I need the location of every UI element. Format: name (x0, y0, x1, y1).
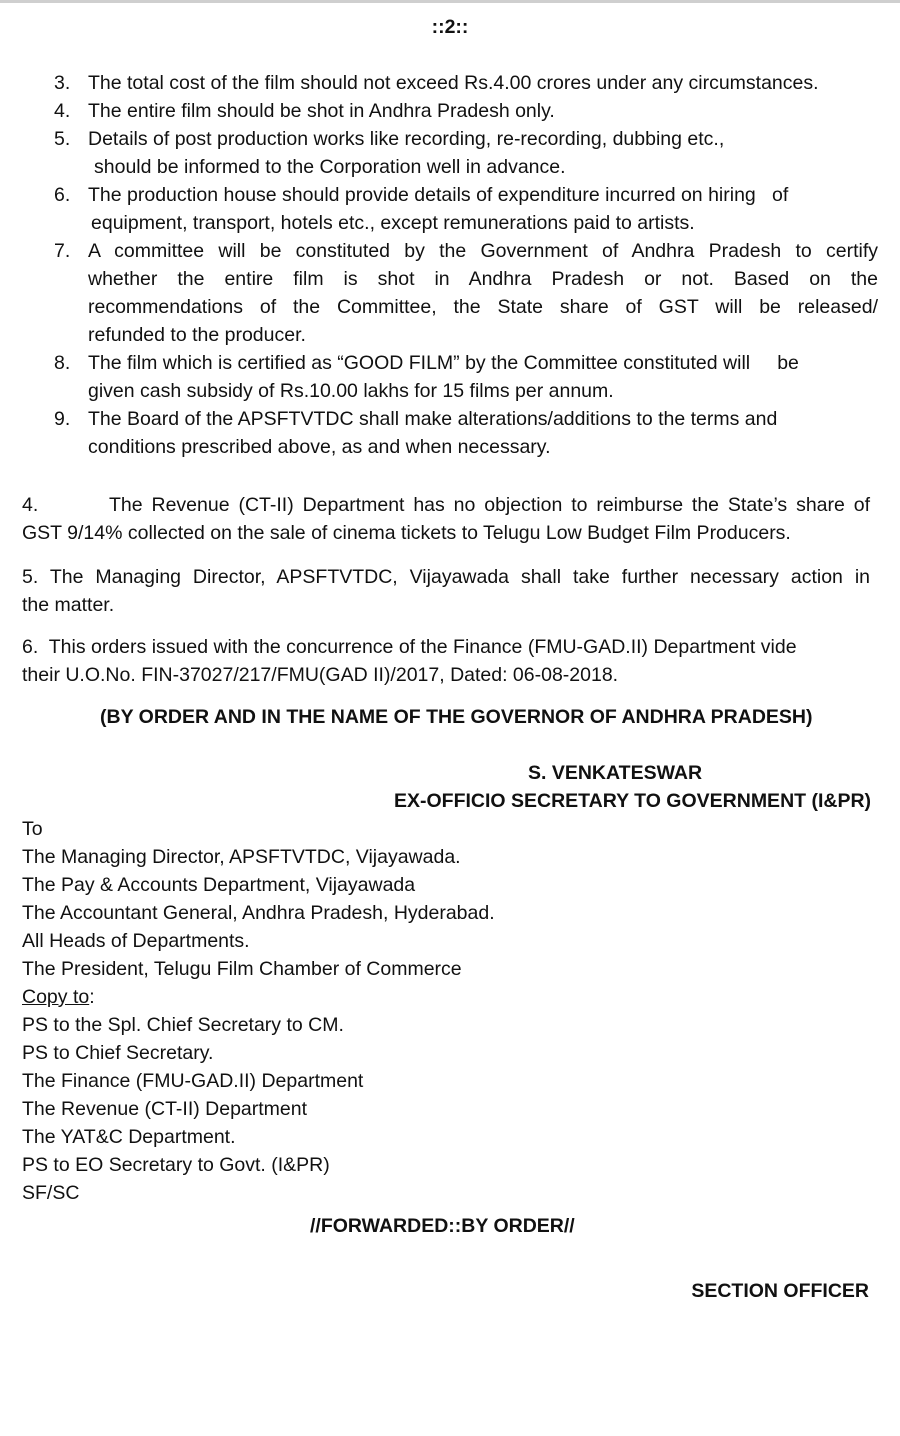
top-border (0, 0, 900, 3)
copy-recipient-item: SF/SC (22, 1182, 80, 1204)
condition-number: 7. (54, 240, 71, 262)
copy-recipient-item: The YAT&C Department. (22, 1126, 236, 1148)
copy-recipient-item: PS to EO Secretary to Govt. (I&PR) (22, 1154, 330, 1176)
to-label: To (22, 818, 43, 840)
condition-line: The total cost of the film should not exceed Rs.4.00 crores under any circumstances. (88, 72, 819, 94)
condition-line: A committee will be constituted by the Government of Andhra Pradesh to certify (88, 240, 878, 262)
section-officer: SECTION OFFICER (691, 1280, 869, 1302)
condition-line: given cash subsidy of Rs.10.00 lakhs for 15 films per annum. (88, 380, 614, 402)
recipient-item: The Pay & Accounts Department, Vijayawada (22, 874, 416, 896)
copy-recipient-item: PS to Chief Secretary. (22, 1042, 214, 1064)
recipient-item: All Heads of Departments. (22, 930, 250, 952)
forwarded-line: //FORWARDED::BY ORDER// (310, 1215, 575, 1237)
order-line: (BY ORDER AND IN THE NAME OF THE GOVERNOR OF ANDHRA PRADESH) (100, 706, 813, 728)
paragraph-line: their U.O.No. FIN-37027/217/FMU(GAD II)/2017, Dated: 06-08-2018. (22, 664, 619, 686)
copy-to-label: Copy to (22, 986, 90, 1008)
condition-line: equipment, transport, hotels etc., except remunerations paid to artists. (91, 212, 695, 234)
condition-line: The production house should provide details of expenditure incurred on hiring of (88, 184, 789, 206)
condition-line: The Board of the APSFTVTDC shall make alterations/additions to the terms and (88, 408, 778, 430)
copy-recipient-item: The Finance (FMU-GAD.II) Department (22, 1070, 364, 1092)
paragraph-line: 5. The Managing Director, APSFTVTDC, Vijayawada shall take further necessary action in (22, 566, 870, 588)
condition-line: should be informed to the Corporation well in advance. (94, 156, 566, 178)
recipient-item: The Accountant General, Andhra Pradesh, Hyderabad. (22, 902, 495, 924)
condition-number: 3. (54, 72, 71, 94)
condition-line: The film which is certified as “GOOD FILM” by the Committee constituted will be (88, 352, 799, 374)
copy-recipient-item: PS to the Spl. Chief Secretary to CM. (22, 1014, 344, 1036)
copy-recipient-item: The Revenue (CT-II) Department (22, 1098, 308, 1120)
condition-number: 8. (54, 352, 71, 374)
paragraph-line: 6. This orders issued with the concurrence of the Finance (FMU-GAD.II) Department vide (22, 636, 797, 658)
copy-to-heading (22, 986, 95, 1009)
condition-number: 5. (54, 128, 71, 150)
condition-line: Details of post production works like recording, re-recording, dubbing etc., (88, 128, 725, 150)
paragraph-line: GST 9/14% collected on the sale of cinema tickets to Telugu Low Budget Film Producers. (22, 522, 791, 544)
condition-line: recommendations of the Committee, the State share of GST will be released/ (88, 296, 878, 318)
condition-line: whether the entire film is shot in Andhra Pradesh or not. Based on the (88, 268, 878, 290)
paragraph-line: the matter. (22, 594, 115, 616)
condition-number: 9. (54, 408, 71, 430)
recipient-item: The Managing Director, APSFTVTDC, Vijayawada. (22, 846, 461, 868)
condition-line: refunded to the producer. (88, 324, 306, 346)
signatory-designation: EX-OFFICIO SECRETARY TO GOVERNMENT (I&PR) (394, 790, 872, 812)
condition-number: 6. (54, 184, 71, 206)
copy-to-colon: : (89, 986, 95, 1008)
recipient-item: The President, Telugu Film Chamber of Commerce (22, 958, 462, 980)
condition-number: 4. (54, 100, 71, 122)
condition-line: The entire film should be shot in Andhra Pradesh only. (88, 100, 555, 122)
paragraph-line: 4. The Revenue (CT-II) Department has no objection to reimburse the State’s share of (22, 494, 870, 516)
condition-line: conditions prescribed above, as and when necessary. (88, 436, 551, 458)
page-number: ::2:: (431, 16, 469, 38)
signatory-name: S. VENKATESWAR (528, 762, 703, 784)
